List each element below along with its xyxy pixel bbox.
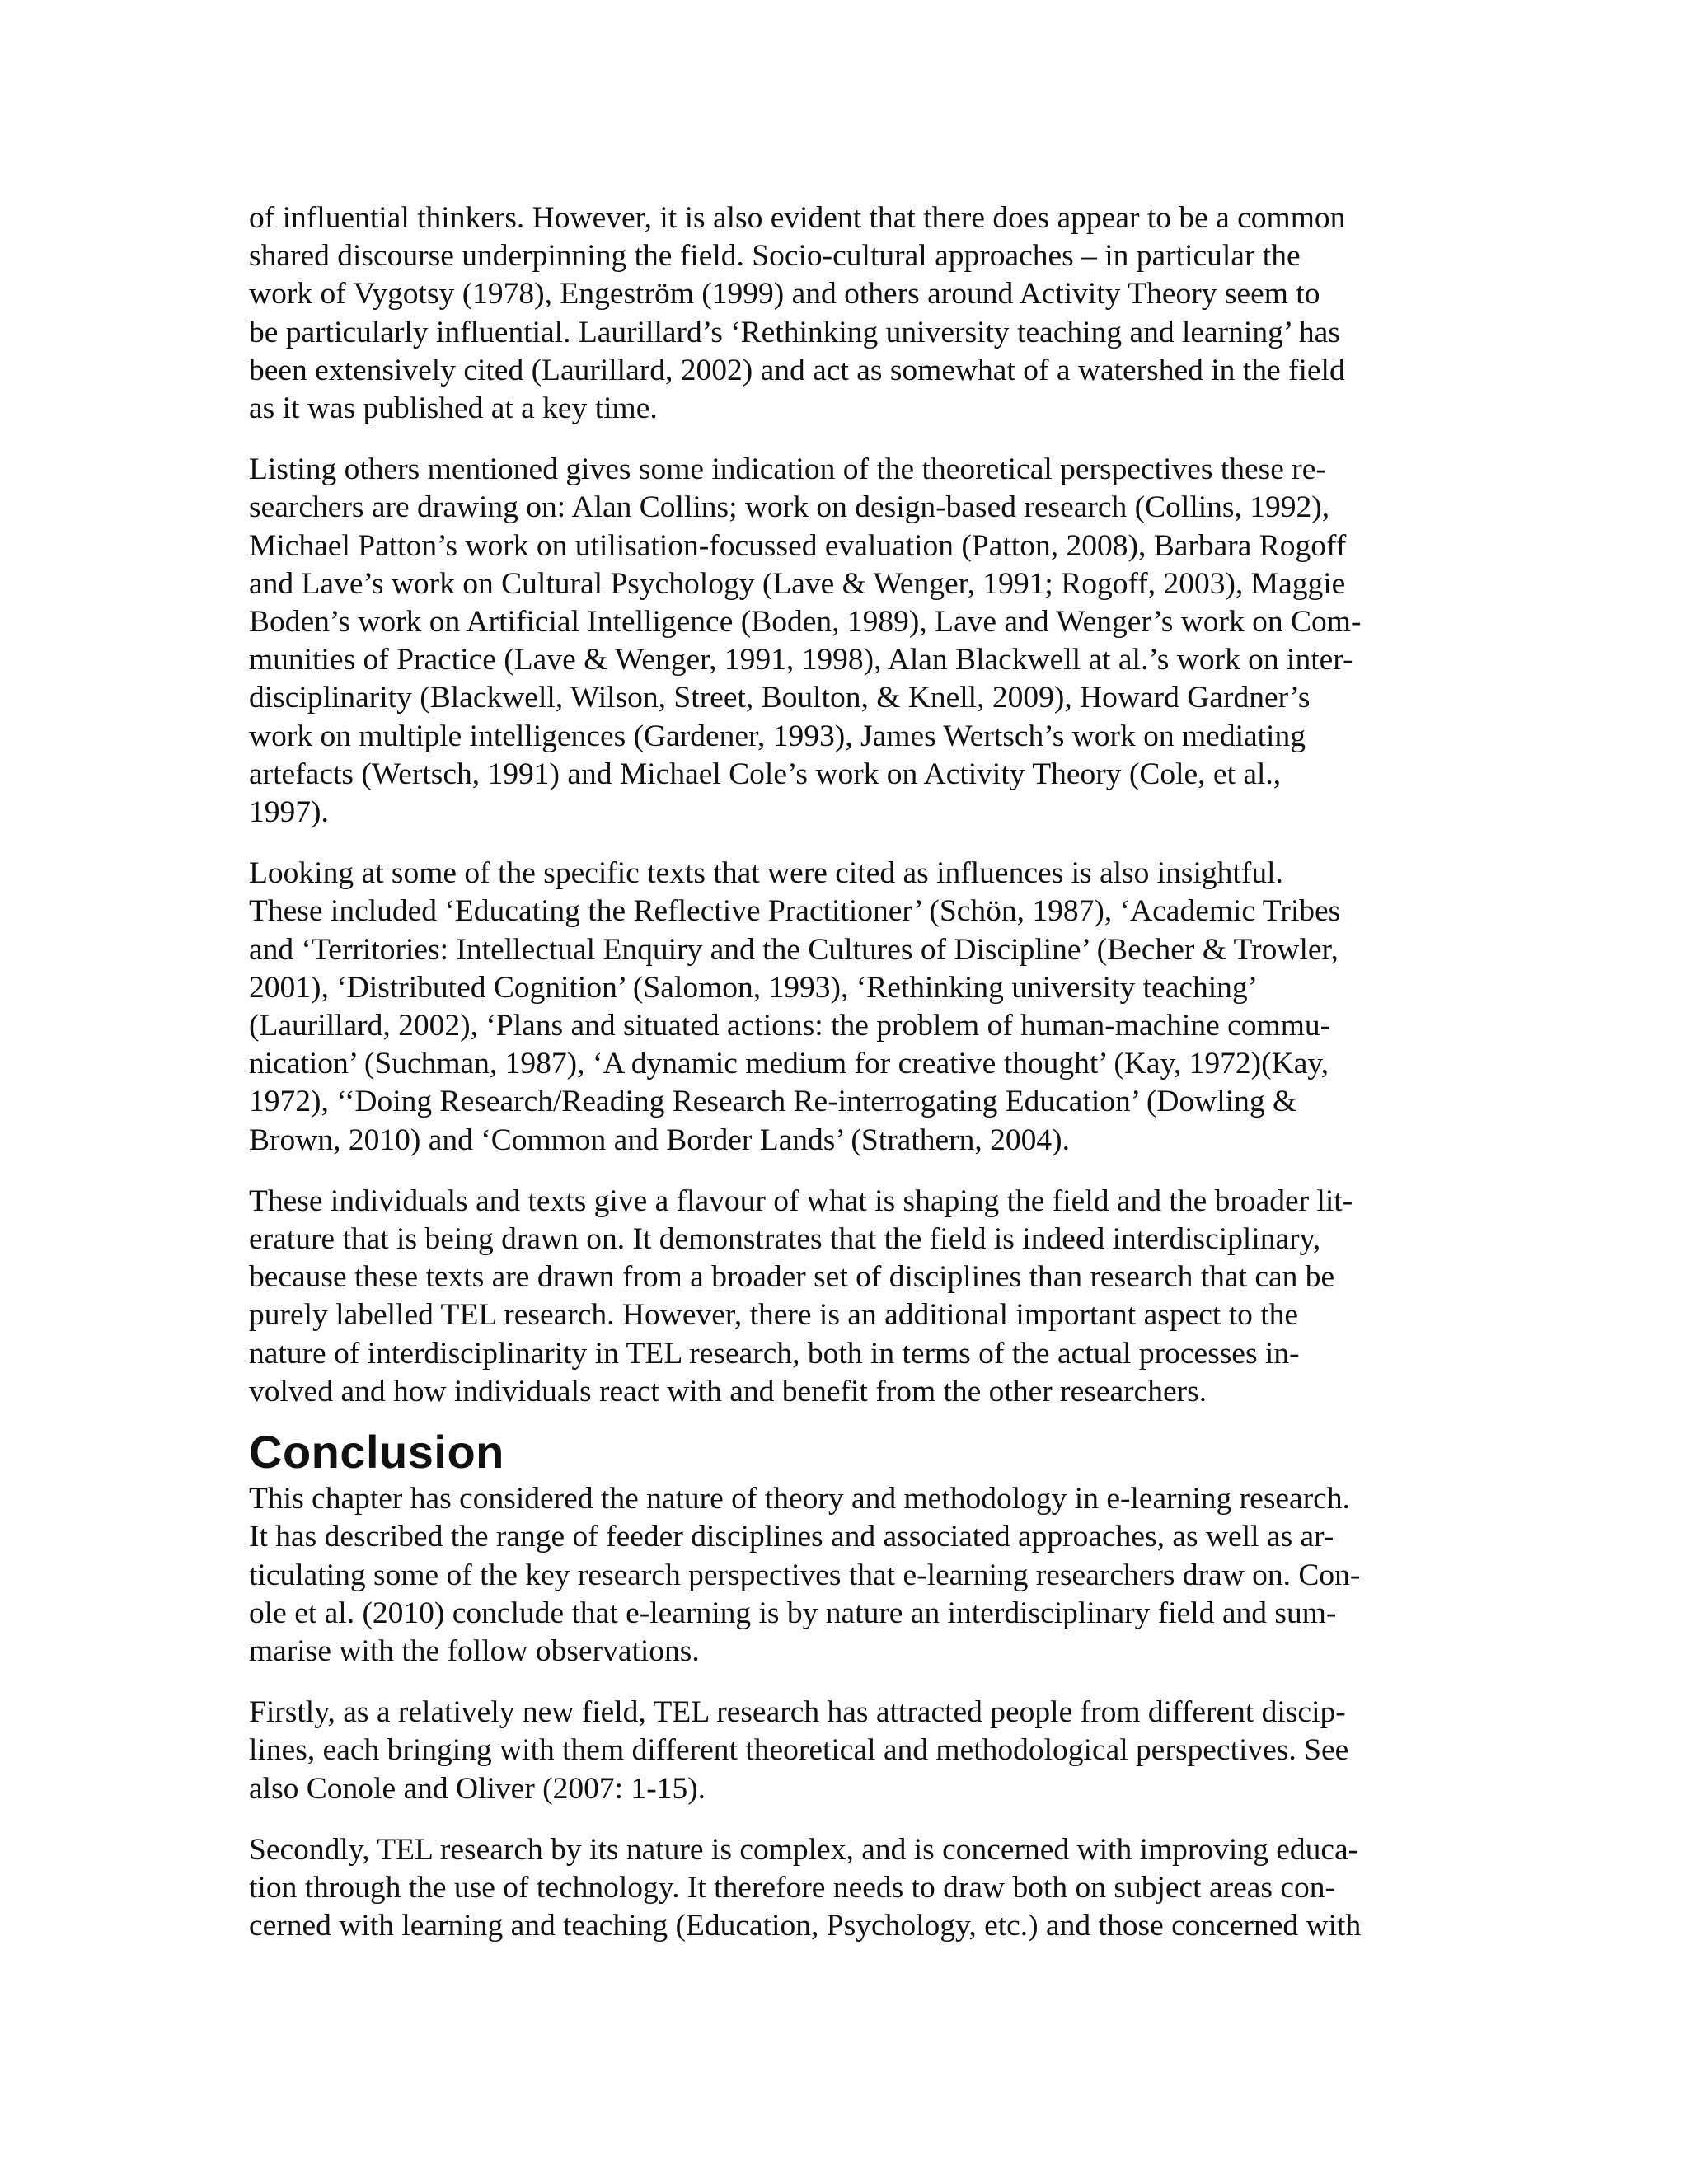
- text-line: Listing others mentioned gives some indication of the theoretical perspectives these re-: [249, 452, 1326, 487]
- text-line: disciplinarity (Blackwell, Wilson, Street, Boulton, & Knell, 2009), Howard Gardner’s: [249, 681, 1311, 715]
- text-line: These included ‘Educating the Reflective Practitioner’ (Schön, 1987), ‘Academic Tribes: [249, 894, 1341, 929]
- text-line: ticulating some of the key research perspectives that e-learning researchers draw on. Con-: [249, 1558, 1361, 1592]
- section-heading-conclusion: Conclusion: [249, 1426, 504, 1479]
- text-line: Firstly, as a relatively new field, TEL research has attracted people from different discip-: [249, 1695, 1346, 1730]
- paragraph-chapter-summary: [249, 1480, 1452, 1671]
- text-line: 2001), ‘Distributed Cognition’ (Salomon, 1993), ‘Rethinking university teaching’: [249, 970, 1259, 1005]
- paragraph-influential-thinkers: [249, 199, 1452, 428]
- paragraph-flavour: [249, 1183, 1452, 1411]
- text-line: 1972), ‘‘Doing Research/Reading Research Re-interrogating Education’ (Dowling &: [249, 1085, 1297, 1119]
- text-line: of influential thinkers. However, it is also evident that there does appear to be a common: [249, 201, 1346, 235]
- text-line: Boden’s work on Artificial Intelligence (Boden, 1989), Lave and Wenger’s work on Com-: [249, 605, 1362, 640]
- text-line: marise with the follow observations.: [249, 1633, 700, 1668]
- text-line: purely labelled TEL research. However, there is an additional important aspect to the: [249, 1298, 1299, 1333]
- text-line: 1997).: [249, 795, 329, 830]
- text-line: artefacts (Wertsch, 1991) and Michael Cole’s work on Activity Theory (Cole, et al.,: [249, 757, 1282, 791]
- text-line: also Conole and Oliver (2007: 1-15).: [249, 1771, 706, 1806]
- text-line: volved and how individuals react with and benefit from the other researchers.: [249, 1374, 1207, 1408]
- text-line: erature that is being drawn on. It demonstrates that the field is indeed interdisciplinary,: [249, 1222, 1321, 1257]
- text-line: as it was published at a key time.: [249, 391, 658, 426]
- text-line: and Lave’s work on Cultural Psychology (Lave & Wenger, 1991; Rogoff, 2003), Maggie: [249, 566, 1346, 601]
- paragraph-secondly: [249, 1831, 1452, 1946]
- text-line: and ‘Territories: Intellectual Enquiry and the Cultures of Discipline’ (Becher & Trowler,: [249, 932, 1339, 967]
- text-line: These individuals and texts give a flavour of what is shaping the field and the broader lit-: [249, 1183, 1353, 1218]
- text-line: It has described the range of feeder disciplines and associated approaches, as well as ar-: [249, 1520, 1334, 1554]
- text-line: work on multiple intelligences (Gardener, 1993), James Wertsch’s work on mediating: [249, 719, 1306, 753]
- text-line: been extensively cited (Laurillard, 2002) and act as somewhat of a watershed in the field: [249, 353, 1345, 387]
- text-line: nature of interdisciplinarity in TEL research, both in terms of the actual processes in-: [249, 1336, 1300, 1371]
- text-line: because these texts are drawn from a broader set of disciplines than research that can be: [249, 1260, 1335, 1295]
- text-line: work of Vygotsy (1978), Engeström (1999) and others around Activity Theory seem to: [249, 277, 1320, 312]
- text-line: munities of Practice (Lave & Wenger, 1991, 1998), Alan Blackwell at al.’s work on inter-: [249, 643, 1353, 677]
- text-line: shared discourse underpinning the field. Socio-cultural approaches – in particular the: [249, 239, 1301, 274]
- text-line: Michael Patton’s work on utilisation-focussed evaluation (Patton, 2008), Barbara Rogoff: [249, 528, 1347, 563]
- document-page: [249, 199, 1452, 1968]
- text-line: cerned with learning and teaching (Education, Psychology, etc.) and those concerned with: [249, 1909, 1362, 1943]
- text-line: lines, each bringing with them different theoretical and methodological perspectives. See: [249, 1733, 1349, 1768]
- paragraph-specific-texts: [249, 855, 1452, 1160]
- text-line: nication’ (Suchman, 1987), ‘A dynamic medium for creative thought’ (Kay, 1972)(Kay,: [249, 1047, 1329, 1081]
- text-line: Secondly, TEL research by its nature is complex, and is concerned with improving educa-: [249, 1832, 1359, 1867]
- paragraph-firstly: [249, 1694, 1452, 1808]
- paragraph-others-mentioned: [249, 451, 1452, 832]
- text-line: tion through the use of technology. It therefore needs to draw both on subject areas con-: [249, 1870, 1335, 1905]
- text-line: Brown, 2010) and ‘Common and Border Lands’ (Strathern, 2004).: [249, 1122, 1070, 1157]
- text-line: ole et al. (2010) conclude that e-learning is by nature an interdisciplinary field and sum-: [249, 1596, 1337, 1630]
- text-line: searchers are drawing on: Alan Collins; work on design-based research (Collins, 1992),: [249, 490, 1330, 525]
- text-line: Looking at some of the specific texts that were cited as influences is also insightful.: [249, 856, 1283, 891]
- text-line: This chapter has considered the nature of theory and methodology in e-learning research.: [249, 1482, 1350, 1516]
- text-line: be particularly influential. Laurillard’s ‘Rethinking university teaching and learning’ has: [249, 315, 1340, 349]
- text-line: (Laurillard, 2002), ‘Plans and situated actions: the problem of human-machine commu-: [249, 1009, 1331, 1043]
